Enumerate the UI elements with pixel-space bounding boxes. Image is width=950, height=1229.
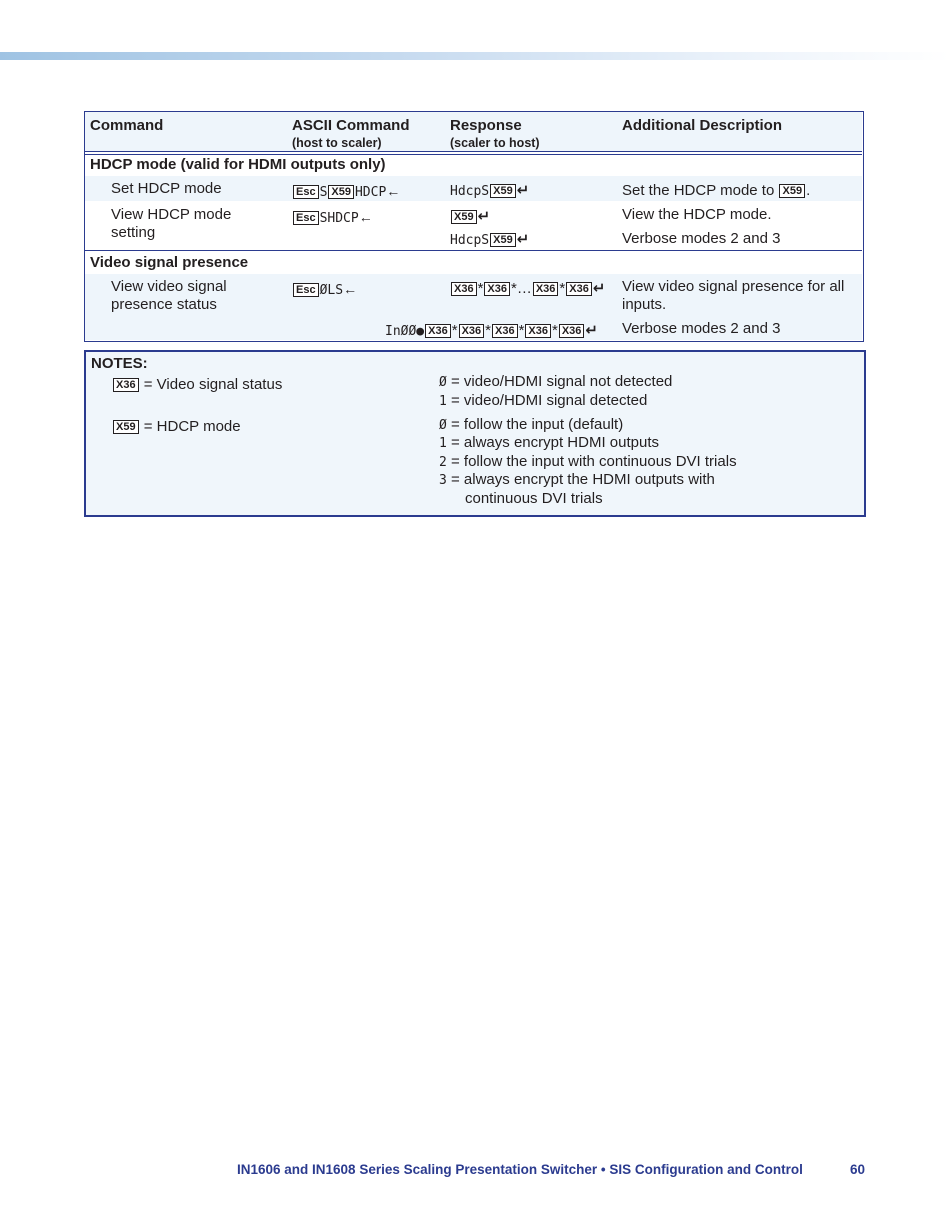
note-x59-continuation: continuous DVI trials [465, 490, 603, 507]
key-x36: X36 [113, 378, 139, 392]
col-header-command: Command [90, 117, 164, 134]
key-esc: Esc [293, 211, 319, 225]
key-x59: X59 [779, 184, 805, 198]
cmd-view-hdcp-line2: setting [111, 224, 156, 241]
col-header-response-sub: (scaler to host) [450, 136, 540, 150]
key-x59: X59 [113, 420, 139, 434]
left-arrow-icon: ← [343, 281, 358, 297]
col-header-response: Response [450, 117, 522, 134]
return-arrow-icon: ↵ [516, 231, 530, 248]
ascii-set-hdcp: Esc S X59 HDCP← [292, 182, 400, 202]
note-x59-value-1: 1 = always encrypt HDMI outputs [439, 434, 660, 451]
cmd-video-line1: View video signal [111, 278, 227, 295]
header-divider-1 [85, 151, 862, 152]
return-arrow-icon: ↵ [477, 208, 491, 225]
key-x36: X36 [559, 324, 585, 338]
cmd-set-hdcp-mode: Set HDCP mode [111, 180, 222, 197]
header-gradient-bar [0, 52, 950, 60]
cmd-view-hdcp-line1: View HDCP mode [111, 206, 232, 223]
key-x59: X59 [490, 184, 516, 198]
note-x59-label: X59 = HDCP mode [112, 418, 241, 437]
desc-video-line2: inputs. [622, 296, 667, 313]
key-x59: X59 [451, 210, 477, 224]
desc-view-hdcp: View the HDCP mode. [622, 206, 772, 223]
section-divider [85, 250, 862, 251]
resp-view-hdcp-verbose: HdcpS X59 ↵ [450, 231, 530, 248]
left-arrow-icon: ← [386, 183, 401, 199]
return-arrow-icon: ↵ [516, 182, 530, 199]
header-divider-2 [85, 154, 862, 155]
key-x59: X59 [490, 233, 516, 247]
key-esc: Esc [293, 283, 319, 297]
footer-title: IN1606 and IN1608 Series Scaling Presentation Switcher • SIS Configuration and Control [237, 1162, 803, 1177]
page-number: 60 [850, 1162, 866, 1177]
sis-command-table [84, 111, 864, 342]
desc-view-hdcp-verbose: Verbose modes 2 and 3 [622, 230, 781, 247]
key-x36: X36 [451, 282, 477, 296]
col-header-ascii: ASCII Command [292, 117, 410, 134]
ascii-view-hdcp: Esc SHDCP← [292, 208, 373, 228]
note-x36-value-0: Ø = video/HDMI signal not detected [439, 373, 673, 390]
key-x36: X36 [566, 282, 592, 296]
notes-box [84, 350, 866, 517]
ascii-video: Esc ØLS← [292, 280, 357, 300]
cmd-video-line2: presence status [111, 296, 217, 313]
resp-video: X36 * X36 *… X36 * X36 ↵ [450, 280, 605, 298]
resp-video-verbose: InØØ● X36 * X36 * X36 * X36 * X36 ↵ [385, 322, 598, 339]
key-x36: X36 [425, 324, 451, 338]
note-x36-value-1: 1 = video/HDMI signal detected [439, 392, 648, 409]
note-x59-value-0: Ø = follow the input (default) [439, 416, 624, 433]
key-x36: X36 [484, 282, 510, 296]
resp-set-hdcp: HdcpS X59 ↵ [450, 182, 530, 199]
notes-title: NOTES: [91, 355, 148, 372]
key-x36: X36 [492, 324, 518, 338]
key-x36: X36 [525, 324, 551, 338]
section-title-hdcp: HDCP mode (valid for HDMI outputs only) [90, 156, 386, 173]
desc-video-verbose: Verbose modes 2 and 3 [622, 320, 781, 337]
note-x59-value-2: 2 = follow the input with continuous DVI trials [439, 453, 737, 470]
desc-video-line1: View video signal presence for all [622, 278, 845, 295]
section-title-video: Video signal presence [90, 254, 249, 271]
col-header-ascii-sub: (host to scaler) [292, 136, 382, 150]
key-x59: X59 [328, 185, 354, 199]
note-x36-label: X36 = Video signal status [112, 376, 282, 395]
left-arrow-icon: ← [358, 209, 373, 225]
note-x59-value-3: 3 = always encrypt the HDMI outputs with [439, 471, 715, 488]
return-arrow-icon: ↵ [585, 322, 598, 339]
return-arrow-icon: ↵ [592, 280, 606, 297]
resp-view-hdcp [450, 208, 490, 226]
key-x36: X36 [459, 324, 485, 338]
desc-set-hdcp: Set the HDCP mode to X59 . [622, 182, 811, 199]
key-x36: X36 [533, 282, 559, 296]
col-header-description: Additional Description [622, 117, 783, 134]
key-esc: Esc [293, 185, 319, 199]
